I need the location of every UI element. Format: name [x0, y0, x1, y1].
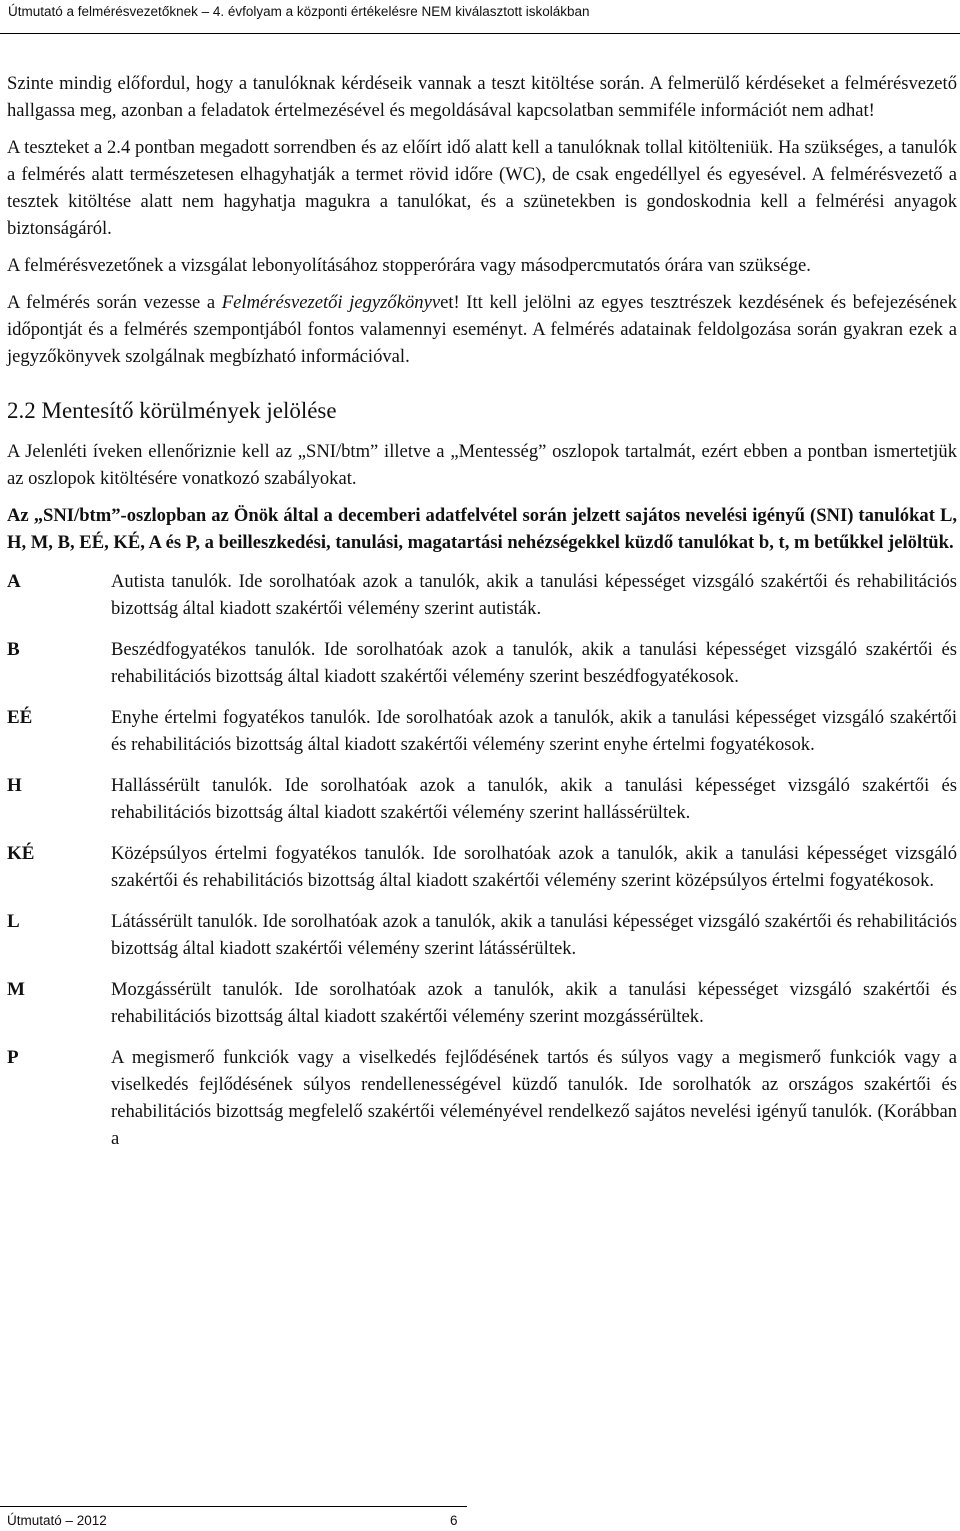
definition-item [7, 908, 957, 962]
paragraph-protocol [7, 289, 957, 370]
paragraph-test-order: A teszteket a 2.4 pontban megadott sorrendben és az előírt idő alatt kell a tanulóknak tollal kitölteniük. Ha szükséges, a tanulók a felmérés alatt természetesen elhagyhatják a termet rövid időre (WC), de csak engedéllyel és egyesével. A felmérésvezető a tesztek kitöltése alatt nem hagyhatja magukra a tanulókat, és a szünetekben is gondoskodnia kell a felmérési anyagok biztonságáról. [7, 137, 957, 239]
definition-text: Mozgássérült tanulók. Ide sorolhatóak azok a tanulók, akik a tanulási képességet vizsgáló szakértői és rehabilitációs bizottság által kiadott szakértői vélemény szerint mozgássérültek. [111, 979, 957, 1027]
definition-text: Autista tanulók. Ide sorolhatóak azok a tanulók, akik a tanulási képességet vizsgáló szakértői és rehabilitációs bizottság által kiadott szakértői vélemény szerint autisták. [111, 571, 957, 619]
definition-item [7, 568, 957, 622]
header-title: Útmutató a felmérésvezetőknek – 4. évfolyam a központi értékelésre NEM kiválasztott iskolákban [8, 4, 590, 19]
protocol-text-after: et! Itt kell jelölni az egyes tesztrészek kezdésének és befejezésének időpontját és a felmérés szempontjából fontos valamennyi eseményt. A felmérés adatainak feldolgozása során gyakran ezek a jegyzőkönyvek szolgálnak megbízható információval. [7, 292, 957, 367]
definition-code: KÉ [7, 843, 35, 864]
paragraph-questions: Szinte mindig előfordul, hogy a tanulóknak kérdéseik vannak a teszt kitöltése során. A felmerülő kérdéseket a felmérésvezető hallgassa meg, azonban a feladatok értelmezésével és megoldásával kapcsolatban semmiféle információt nem adhat! [7, 73, 957, 121]
paragraph-stopwatch: A felmérésvezetőnek a vizsgálat lebonyolításához stopperórára vagy másodpercmutatós órára van szüksége. [7, 255, 811, 276]
definition-text: Látássérült tanulók. Ide sorolhatóak azok a tanulók, akik a tanulási képességet vizsgáló szakértői és rehabilitációs bizottság által kiadott szakértői vélemény szerint látássérültek. [111, 911, 957, 959]
page-footer [0, 1506, 467, 1531]
definition-text: A megismerő funkciók vagy a viselkedés fejlődésének tartós és súlyos vagy a megismerő funkciók vagy a viselkedés fejlődésének súlyos rendellenességével küzdő tanulók. Ide sorolhatók az országos szakértői és rehabilitációs bizottság megfelelő szakértői véleményével rendelkező sajátos nevelési igényű tanulók. (Korábban a [111, 1047, 957, 1149]
definition-item [7, 840, 957, 894]
definition-text: Beszédfogyatékos tanulók. Ide sorolhatóak azok a tanulók, akik a tanulási képességet vizsgáló szakértői és rehabilitációs bizottság által kiadott szakértői vélemény szerint beszédfogyatékosok. [111, 639, 957, 687]
definition-text: Enyhe értelmi fogyatékos tanulók. Ide sorolhatóak azok a tanulók, akik a tanulási képességet vizsgáló szakértői és rehabilitációs bizottság által kiadott szakértői vélemény szerint enyhe értelmi fogyatékosok. [111, 707, 957, 755]
definition-item [7, 1044, 957, 1152]
section-bold-intro: Az „SNI/btm”-oszlopban az Önök által a decemberi adatfelvétel során jelzett sajátos nevelési igényű (SNI) tanulókat L, H, M, B, EÉ, KÉ, A és P, a beilleszkedési, tanulási, magatartási nehézségekkel küzdő tanulókat b, t, m betűkkel jelöltük. [7, 505, 957, 553]
definition-code: EÉ [7, 707, 33, 728]
section-number: 2.2 [7, 398, 36, 423]
footer-doc-title: Útmutató – 2012 [7, 1513, 107, 1528]
protocol-title: Felmérésvezetői jegyzőkönyv [221, 292, 441, 313]
definition-item [7, 636, 957, 690]
definition-text: Középsúlyos értelmi fogyatékos tanulók. Ide sorolhatóak azok a tanulók, akik a tanulási képességet vizsgáló szakértői és rehabilitációs bizottság által kiadott szakértői vélemény szerint középsúlyos értelmi fogyatékosok. [111, 843, 957, 891]
definition-list [7, 568, 957, 1152]
definition-item [7, 704, 957, 758]
section-intro: A Jelenléti íveken ellenőriznie kell az „SNI/btm” illetve a „Mentesség” oszlopok tartalmát, ezért ebben a pontban ismertetjük az oszlopok kitöltésére vonatkozó szabályokat. [7, 441, 957, 489]
definition-item [7, 976, 957, 1030]
protocol-text-before: A felmérés során vezesse a [7, 292, 222, 313]
definition-code: H [7, 775, 22, 796]
definition-text: Hallássérült tanulók. Ide sorolhatóak azok a tanulók, akik a tanulási képességet vizsgáló szakértői és rehabilitációs bizottság által kiadott szakértői vélemény szerint hallássérültek. [111, 775, 957, 823]
definition-item [7, 772, 957, 826]
definition-code: P [7, 1047, 19, 1068]
section-heading [7, 396, 957, 426]
definition-code: A [7, 571, 21, 592]
page-content [7, 70, 957, 1166]
definition-code: M [7, 979, 25, 1000]
running-header [0, 0, 960, 34]
page-number: 6 [450, 1513, 458, 1528]
definition-code: L [7, 911, 20, 932]
definition-code: B [7, 639, 20, 660]
section-title: Mentesítő körülmények jelölése [41, 398, 337, 423]
